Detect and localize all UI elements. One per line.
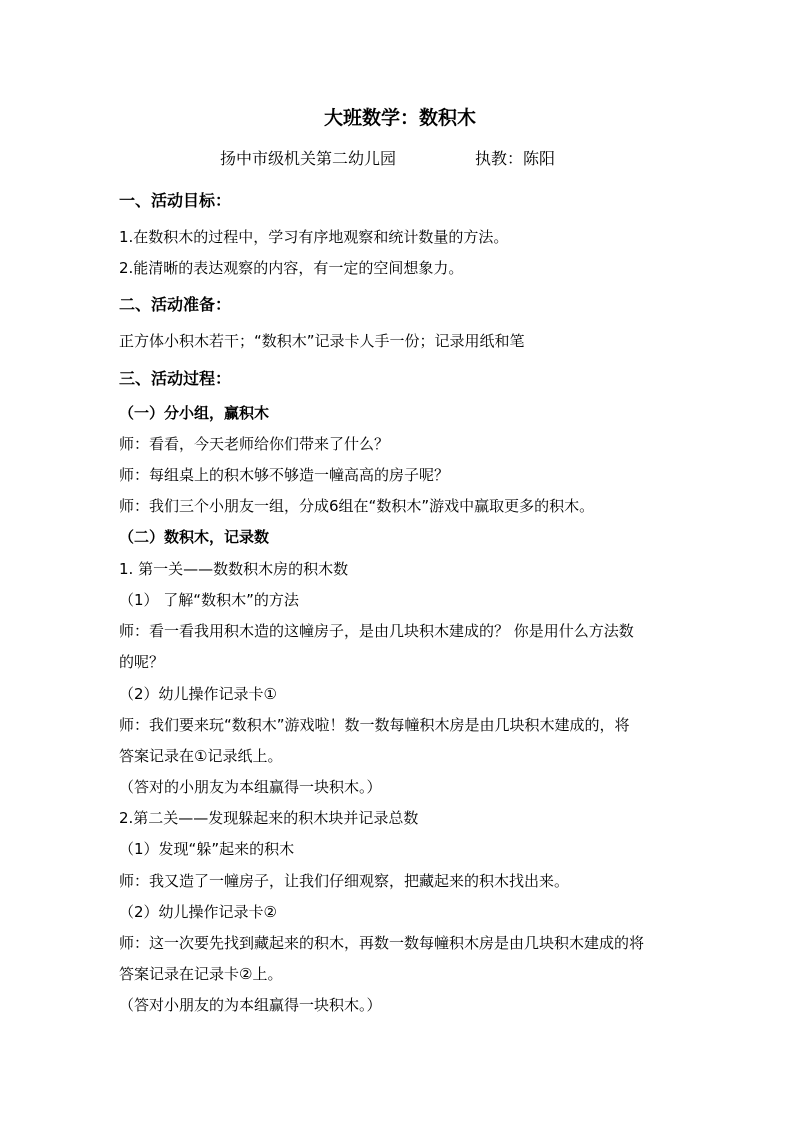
- paragraph-line: 答案记录在记录卡②上。: [119, 965, 283, 983]
- paragraph-line: （2）幼儿操作记录卡②: [119, 903, 277, 921]
- paragraph-line: 师：我们三个小朋友一组，分成6组在“数积木”游戏中赢取更多的积木。: [119, 497, 595, 515]
- paragraph-line: （1） 了解“数积木”的方法: [119, 591, 299, 609]
- paragraph-line: 师：我又造了一幢房子，让我们仔细观察，把藏起来的积木找出来。: [119, 872, 570, 890]
- teacher-name: 执教：陈阳: [475, 149, 556, 168]
- goal-item-1: 1.在数积木的过程中，学习有序地观察和统计数量的方法。: [119, 228, 509, 246]
- paragraph-line: 师：我们要来玩“数积木”游戏啦！数一数每幢积木房是由几块积木建成的，将: [119, 716, 630, 734]
- section-heading-process: 三、活动过程：: [119, 369, 232, 388]
- subsection-heading-2: （二）数积木，记录数: [119, 528, 270, 546]
- document-title: 大班数学：数积木: [323, 107, 476, 129]
- paragraph-line: 的呢？: [119, 653, 165, 671]
- paragraph-line: 师：看一看我用积木造的这幢房子，是由几块积木建成的？ 你是用什么方法数: [119, 622, 634, 640]
- paragraph-line: 师：看看，今天老师给你们带来了什么？: [119, 435, 390, 453]
- goal-item-2: 2.能清晰的表达观察的内容，有一定的空间想象力。: [119, 259, 464, 277]
- document-subtitle: [220, 149, 556, 169]
- paragraph-line: 师：每组桌上的积木够不够造一幢高高的房子呢？: [119, 466, 450, 484]
- preparation-text: 正方体小积木若干；“数积木”记录卡人手一份；记录用纸和笔: [119, 332, 525, 350]
- paragraph-line: （答对的小朋友为本组赢得一块积木。）: [119, 778, 382, 796]
- school-name: 扬中市级机关第二幼儿园: [220, 149, 397, 168]
- paragraph-line: （答对小朋友的为本组赢得一块积木。）: [119, 996, 382, 1014]
- paragraph-line: （1）发现“躲”起来的积木: [119, 840, 295, 858]
- paragraph-line: 答案记录在①记录纸上。: [119, 747, 283, 765]
- paragraph-line: 2.第二关——发现躲起来的积木块并记录总数: [119, 809, 419, 827]
- paragraph-line: 师：这一次要先找到藏起来的积木，再数一数每幢积木房是由几块积木建成的将: [119, 934, 645, 952]
- paragraph-line: （2）幼儿操作记录卡①: [119, 685, 277, 703]
- section-heading-goals: 一、活动目标：: [119, 191, 232, 210]
- subsection-heading-1: （一）分小组，赢积木: [119, 404, 270, 422]
- section-heading-preparation: 二、活动准备：: [119, 295, 232, 314]
- paragraph-line: 1. 第一关——数数积木房的积木数: [119, 560, 349, 578]
